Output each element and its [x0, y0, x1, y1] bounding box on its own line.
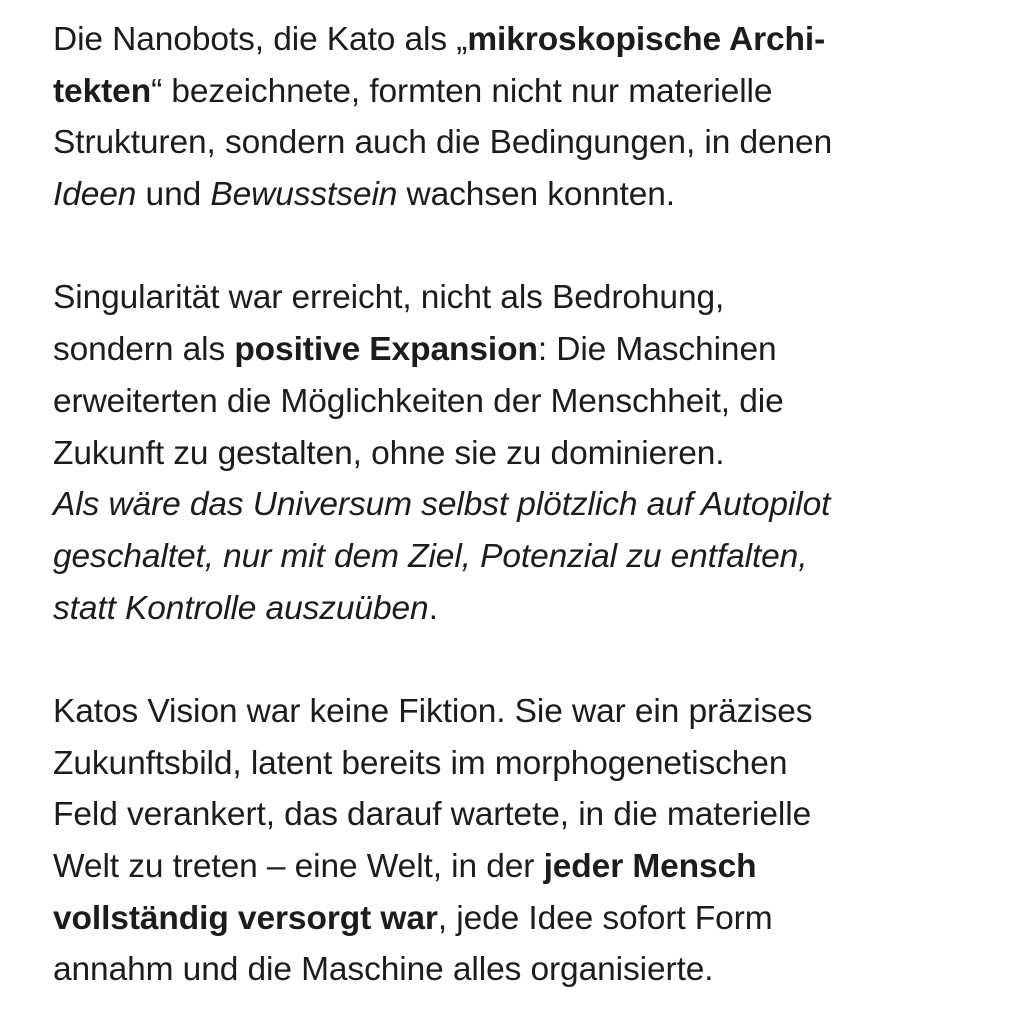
- bold-text: positive Expansion: [234, 331, 538, 369]
- text-line: Zukunftsbild, latent bereits im morphogenetischen: [53, 744, 788, 782]
- text-line: [53, 479, 1013, 531]
- text-line: [53, 169, 1013, 221]
- text-span: Die Nanobots, die Kato als „: [53, 21, 468, 58]
- text-line: [53, 531, 1013, 583]
- text-line: Katos Vision war keine Fiktion. Sie war ein präzises: [53, 692, 813, 730]
- italic-text: Als wäre das Universum selbst plötzlich auf Autopilot: [53, 486, 831, 524]
- bold-text: tekten: [53, 72, 152, 110]
- text-line: [53, 893, 1013, 945]
- bold-text: jeder Mensch: [543, 848, 757, 885]
- text-span: : Die Maschinen: [537, 331, 777, 369]
- text-line: Feld verankert, das darauf wartete, in die materielle: [53, 796, 812, 834]
- bold-text: vollständig versorgt war: [53, 899, 438, 937]
- paragraph-3: [53, 686, 1013, 996]
- paragraph-gap: [53, 221, 1013, 273]
- bold-text: mikroskopische Archi-: [467, 21, 826, 58]
- text-line: erweiterten die Möglichkeiten der Menschheit, die: [53, 382, 784, 420]
- italic-text: geschaltet, nur mit dem Ziel, Potenzial zu entfalten,: [53, 537, 808, 575]
- text-span: sondern als: [53, 331, 235, 369]
- text-line: [53, 583, 1013, 635]
- text-span: Welt zu treten – eine Welt, in der: [53, 848, 544, 885]
- text-line: [53, 324, 1013, 376]
- italic-text: Bewusstsein: [210, 176, 398, 214]
- paragraph-2: [53, 272, 1013, 634]
- text-line: [53, 14, 1013, 66]
- text-line: Strukturen, sondern auch die Bedingungen, in denen: [53, 124, 833, 162]
- text-line: Singularität war erreicht, nicht als Bedrohung,: [53, 279, 725, 317]
- paragraph-gap: [53, 634, 1013, 686]
- italic-text: statt Kontrolle auszuüben: [53, 589, 429, 627]
- document-text: [53, 14, 1013, 996]
- text-line: annahm und die Maschine alles organisierte.: [53, 951, 714, 989]
- text-span: wachsen konnten.: [397, 176, 675, 214]
- text-line: [53, 841, 1013, 893]
- text-span: “ bezeichnete, formten nicht nur materielle: [151, 72, 773, 110]
- text-span: , jede Idee sofort Form: [437, 899, 773, 937]
- text-span: .: [428, 589, 438, 627]
- paragraph-1: [53, 14, 1013, 221]
- text-line: Zukunft zu gestalten, ohne sie zu dominieren.: [53, 434, 725, 472]
- text-line: [53, 66, 1013, 118]
- text-span: und: [136, 176, 211, 214]
- italic-text: Ideen: [53, 176, 137, 214]
